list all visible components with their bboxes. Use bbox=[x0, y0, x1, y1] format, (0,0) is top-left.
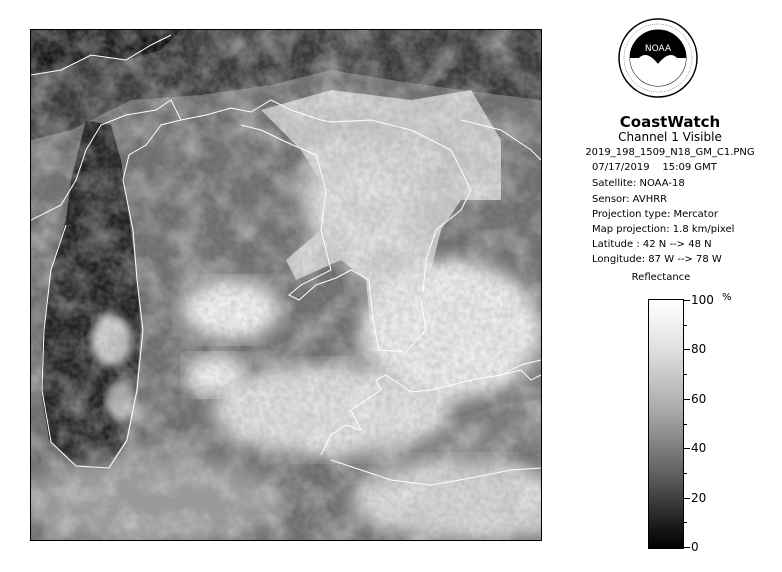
colorbar-tick-label: 20 bbox=[691, 490, 707, 505]
colorbar-tick bbox=[684, 547, 690, 548]
acquisition-time: 15:09 GMT bbox=[662, 162, 717, 173]
colorbar-tick-label: 40 bbox=[691, 441, 707, 456]
colorbar-tick bbox=[684, 349, 690, 350]
colorbar-minor-tick bbox=[684, 522, 687, 523]
colorbar-tick bbox=[684, 448, 690, 449]
channel-label: Channel 1 Visible bbox=[618, 130, 722, 144]
sensor-label: Sensor: AVHRR bbox=[592, 194, 668, 205]
colorbar-minor-tick bbox=[684, 374, 687, 375]
satellite-label: Satellite: NOAA-18 bbox=[592, 178, 685, 189]
satellite-image-panel bbox=[30, 29, 542, 541]
noaa-seal-icon bbox=[617, 17, 699, 99]
colorbar-tick-label: 100 bbox=[691, 293, 714, 307]
image-filename: 2019_198_1509_N18_GM_C1.PNG bbox=[585, 147, 755, 158]
projection-type-label: Projection type: Mercator bbox=[592, 209, 718, 220]
colorbar-tick bbox=[684, 300, 690, 301]
longitude-range-label: Longitude: 87 W --> 78 W bbox=[592, 254, 722, 265]
satellite-image bbox=[31, 30, 541, 540]
colorbar-tick bbox=[684, 399, 690, 400]
latitude-range-label: Latitude : 42 N --> 48 N bbox=[592, 239, 712, 250]
logo-center-text: NOAA bbox=[644, 44, 672, 54]
colorbar-tick-label: 0 bbox=[691, 540, 699, 554]
product-title: CoastWatch bbox=[619, 113, 721, 131]
acquisition-datetime bbox=[592, 162, 717, 173]
colorbar-tick-label: 80 bbox=[691, 342, 707, 357]
reflectance-colorbar bbox=[648, 299, 684, 549]
map-projection-label: Map projection: 1.8 km/pixel bbox=[592, 224, 735, 235]
colorbar-minor-tick bbox=[684, 325, 687, 326]
colorbar-minor-tick bbox=[684, 424, 687, 425]
legend-unit: % bbox=[722, 292, 732, 303]
colorbar-tick bbox=[684, 498, 690, 499]
legend-title: Reflectance bbox=[631, 272, 691, 283]
colorbar-tick-label: 60 bbox=[691, 391, 707, 406]
acquisition-date: 07/17/2019 bbox=[592, 162, 650, 173]
colorbar-minor-tick bbox=[684, 473, 687, 474]
